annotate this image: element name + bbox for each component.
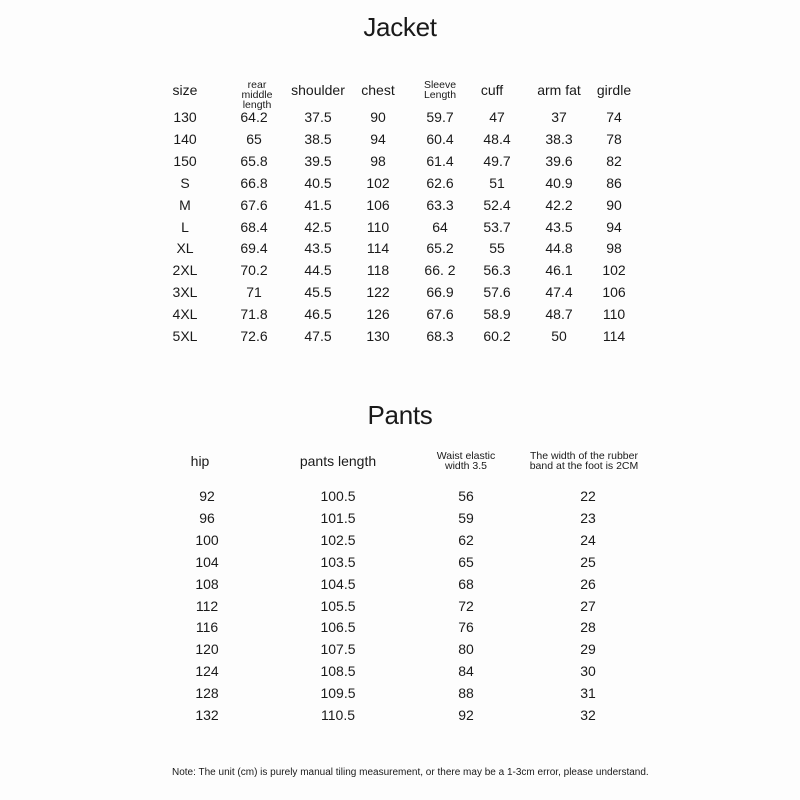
pants-cell: 24 [580, 531, 596, 548]
jacket-cell: 41.5 [304, 196, 332, 213]
jacket-header-rear-middle-length: rear middle length [241, 79, 273, 111]
jacket-cell: 102 [602, 262, 626, 279]
jacket-cell: 106 [366, 196, 390, 213]
pants-cell: 100.5 [320, 488, 356, 504]
jacket-cell: 67.6 [426, 306, 454, 323]
jacket-cell: 114 [602, 328, 626, 344]
jacket-header-shoulder: shoulder [291, 82, 345, 98]
jacket-cell: 56.3 [483, 262, 511, 279]
jacket-cell: 47.5 [304, 328, 332, 344]
jacket-cell: 47 [489, 109, 505, 125]
pants-cell: 108 [195, 575, 219, 592]
jacket-cell: 48.4 [483, 130, 511, 147]
jacket-cell: 90 [370, 109, 386, 125]
pants-header-pants-length: pants length [299, 453, 377, 469]
jacket-cell: 66. 2 [424, 262, 456, 279]
jacket-cell: 59.7 [426, 109, 454, 125]
pants-cell: 109.5 [320, 685, 356, 702]
jacket-cell: 82 [606, 152, 622, 169]
jacket-cell: L [181, 218, 189, 235]
jacket-cell: 64.2 [240, 109, 268, 125]
jacket-cell: 39.6 [545, 152, 573, 169]
jacket-cell: 140 [173, 130, 197, 147]
jacket-cell: S [180, 174, 190, 191]
jacket-cell: 63.3 [426, 196, 454, 213]
jacket-cell: 37.5 [304, 109, 332, 125]
jacket-cell: 130 [173, 109, 197, 125]
pants-cell: 103.5 [320, 553, 356, 570]
jacket-cell: 42.5 [304, 218, 332, 235]
pants-cell: 29 [580, 641, 596, 658]
pants-table-row [0, 486, 800, 506]
jacket-cell: 122 [366, 284, 390, 301]
pants-header-hip: hip [190, 453, 210, 469]
jacket-cell: 70.2 [240, 262, 268, 279]
jacket-table-row [0, 195, 800, 215]
jacket-cell: 38.3 [545, 130, 573, 147]
jacket-cell: 71.8 [240, 306, 268, 323]
jacket-cell: 94 [606, 218, 622, 235]
jacket-cell: 110 [366, 218, 390, 235]
jacket-table-row [0, 238, 800, 258]
pants-cell: 124 [195, 663, 219, 680]
pants-header-foot-band: The width of the rubber band at the foot is 2CM [529, 450, 639, 472]
jacket-cell: 49.7 [483, 152, 511, 169]
pants-cell: 84 [458, 663, 474, 680]
jacket-cell: 5XL [172, 328, 198, 344]
jacket-cell: 118 [366, 262, 390, 279]
jacket-cell: 98 [370, 152, 386, 169]
jacket-table-row [0, 304, 800, 324]
jacket-cell: 72.6 [240, 328, 268, 344]
pants-cell: 110.5 [321, 707, 355, 723]
pants-header-waist-elastic: Waist elastic width 3.5 [436, 450, 496, 472]
pants-cell: 68 [458, 575, 474, 592]
pants-cell: 27 [580, 597, 596, 614]
jacket-cell: 40.9 [545, 174, 573, 191]
jacket-cell: 66.8 [240, 174, 268, 191]
jacket-cell: 47.4 [545, 284, 573, 301]
jacket-table-row [0, 326, 800, 346]
jacket-cell: 60.4 [426, 130, 454, 147]
jacket-cell: 61.4 [426, 152, 454, 169]
pants-table-row [0, 661, 800, 681]
pants-table-row [0, 617, 800, 637]
jacket-cell: 65.2 [426, 240, 454, 257]
pants-cell: 23 [580, 509, 596, 526]
jacket-table-row [0, 173, 800, 193]
pants-cell: 76 [458, 619, 474, 636]
jacket-cell: 78 [606, 130, 622, 147]
jacket-cell: 94 [370, 130, 386, 147]
jacket-header-chest: chest [361, 82, 395, 98]
pants-cell: 28 [580, 619, 596, 636]
pants-cell: 120 [195, 641, 219, 658]
pants-cell: 102.5 [320, 531, 356, 548]
pants-cell: 32 [580, 707, 596, 723]
jacket-cell: 98 [606, 240, 622, 257]
jacket-cell: 62.6 [426, 174, 454, 191]
jacket-cell: 46.1 [545, 262, 573, 279]
jacket-header-cuff: cuff [480, 82, 504, 98]
jacket-header-size: size [172, 82, 198, 98]
jacket-cell: 40.5 [304, 174, 332, 191]
pants-cell: 106.5 [320, 619, 356, 636]
jacket-cell: 71 [246, 284, 262, 301]
jacket-cell: 44.8 [545, 240, 573, 257]
pants-cell: 107.5 [320, 641, 356, 658]
jacket-cell: 4XL [172, 306, 198, 323]
pants-table-row [0, 596, 800, 616]
pants-table-row [0, 530, 800, 550]
jacket-cell: 60.2 [483, 328, 511, 344]
pants-cell: 96 [199, 509, 215, 526]
jacket-cell: 43.5 [545, 218, 573, 235]
pants-cell: 116 [195, 619, 219, 636]
jacket-header-arm-fat: arm fat [537, 82, 581, 98]
jacket-cell: 39.5 [304, 152, 332, 169]
jacket-table-row [0, 282, 800, 302]
jacket-cell: 64 [432, 218, 448, 235]
jacket-cell: 58.9 [483, 306, 511, 323]
jacket-cell: 65 [246, 130, 262, 147]
jacket-cell: 69.4 [240, 240, 268, 257]
pants-cell: 101.5 [320, 509, 356, 526]
jacket-table-row [0, 260, 800, 280]
jacket-cell: 90 [606, 196, 622, 213]
jacket-cell: 3XL [172, 284, 198, 301]
jacket-cell: 110 [602, 306, 626, 323]
jacket-cell: 106 [602, 284, 626, 301]
pants-cell: 88 [458, 685, 474, 702]
jacket-cell: 126 [366, 306, 390, 323]
jacket-cell: 51 [489, 174, 505, 191]
pants-cell: 22 [580, 488, 596, 504]
jacket-cell: 37 [551, 109, 567, 125]
jacket-cell: 2XL [172, 262, 198, 279]
pants-cell: 56 [458, 488, 474, 504]
jacket-cell: 68.3 [426, 328, 454, 344]
jacket-cell: 48.7 [545, 306, 573, 323]
jacket-cell: 55 [489, 240, 505, 257]
pants-table-row [0, 552, 800, 572]
jacket-table-row [0, 217, 800, 237]
jacket-cell: 130 [366, 328, 390, 344]
pants-cell: 31 [580, 685, 596, 702]
pants-cell: 59 [458, 509, 474, 526]
jacket-cell: 74 [606, 109, 622, 125]
jacket-cell: M [179, 196, 191, 213]
pants-cell: 92 [458, 707, 474, 723]
jacket-table-row [0, 129, 800, 149]
jacket-cell: 68.4 [240, 218, 268, 235]
jacket-table-row [0, 151, 800, 171]
pants-table-row [0, 639, 800, 659]
pants-cell: 108.5 [320, 663, 356, 680]
jacket-cell: 66.9 [426, 284, 454, 301]
jacket-cell: 44.5 [304, 262, 332, 279]
pants-cell: 92 [199, 488, 215, 504]
pants-cell: 80 [458, 641, 474, 658]
jacket-cell: 86 [606, 174, 622, 191]
jacket-header-girdle: girdle [596, 82, 632, 98]
pants-cell: 72 [458, 597, 474, 614]
jacket-cell: 46.5 [304, 306, 332, 323]
jacket-cell: 52.4 [483, 196, 511, 213]
pants-cell: 25 [580, 553, 596, 570]
jacket-cell: 42.2 [545, 196, 573, 213]
jacket-cell: XL [176, 240, 194, 257]
pants-cell: 104 [195, 553, 219, 570]
pants-cell: 112 [195, 597, 219, 614]
pants-table-row [0, 574, 800, 594]
jacket-header-sleeve-length: Sleeve Length [423, 79, 457, 101]
pants-cell: 100 [195, 531, 219, 548]
jacket-cell: 65.8 [240, 152, 268, 169]
pants-table-row [0, 705, 800, 725]
pants-cell: 62 [458, 531, 474, 548]
pants-table-row [0, 508, 800, 528]
jacket-cell: 43.5 [304, 240, 332, 257]
pants-title: Pants [367, 400, 433, 430]
pants-cell: 30 [580, 663, 596, 680]
jacket-cell: 45.5 [304, 284, 332, 301]
jacket-cell: 102 [366, 174, 390, 191]
note-text: Note: The unit (cm) is purely manual tiling measurement, or there may be a 1-3cm error, please understand. [172, 767, 649, 778]
pants-table-row [0, 683, 800, 703]
pants-cell: 104.5 [320, 575, 356, 592]
pants-cell: 26 [580, 575, 596, 592]
jacket-cell: 38.5 [304, 130, 332, 147]
jacket-cell: 57.6 [483, 284, 511, 301]
jacket-cell: 67.6 [240, 196, 268, 213]
pants-cell: 132 [195, 707, 219, 723]
jacket-title: Jacket [363, 12, 437, 42]
pants-cell: 128 [195, 685, 219, 702]
jacket-cell: 50 [551, 328, 567, 344]
pants-cell: 65 [458, 553, 474, 570]
jacket-cell: 114 [366, 240, 390, 257]
pants-cell: 105.5 [320, 597, 356, 614]
jacket-cell: 150 [173, 152, 197, 169]
jacket-cell: 53.7 [483, 218, 511, 235]
jacket-table-row [0, 107, 800, 127]
